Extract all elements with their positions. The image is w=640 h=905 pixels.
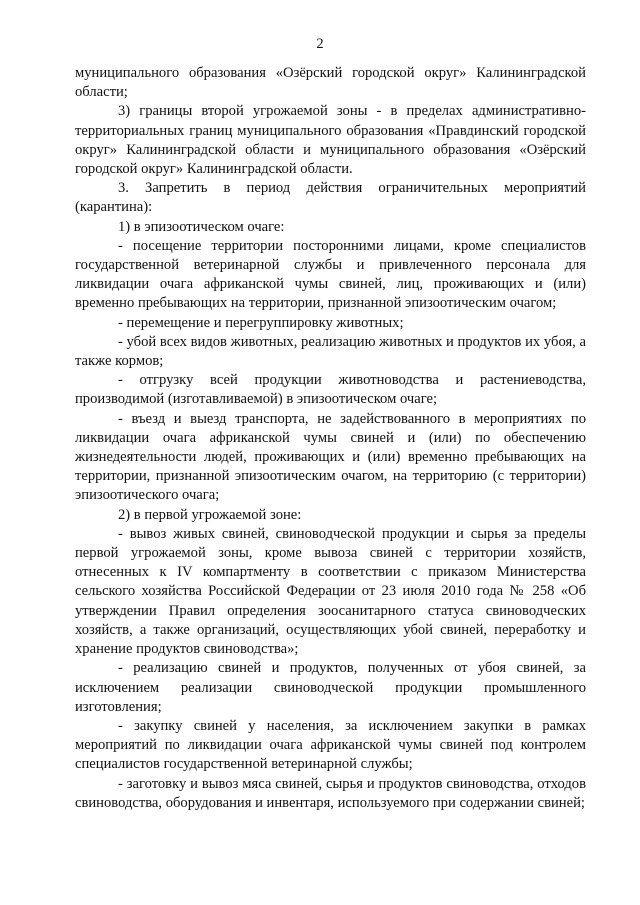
page-number: 2 bbox=[316, 36, 324, 52]
paragraph: - посещение территории посторонними лицами, кроме специалистов государственной ветеринарной службы и привлеченного персонала для ликвидации очага африканской чумы свиней, лиц, проживающих и (или) временно пребывающих на территории, признанной эпизоотическим очагом; bbox=[75, 237, 586, 312]
paragraph: - убой всех видов животных, реализацию животных и продуктов их убоя, а также кормов; bbox=[75, 333, 586, 370]
paragraph: 3) границы второй угрожаемой зоны - в пределах административно-территориальных границ муниципального образования «Правдинский городской округ» Калининградской области и муниципального образования «Озёрский городской округ» Калининградской области. bbox=[75, 103, 586, 178]
paragraph: - въезд и выезд транспорта, не задействованного в мероприятиях по ликвидации очага африканской чумы свиней и (или) по обеспечению жизнедеятельности людей, проживающих и (или) временно пребывающих на территории, признанной эпизоотическим очагом, на территорию (с территории) эпизоотического очага; bbox=[75, 410, 586, 504]
paragraph: - реализацию свиней и продуктов, полученных от убоя свиней, за исключением реализации свиноводческой продукции промышленного изготовления; bbox=[75, 660, 586, 715]
paragraph: - вывоз живых свиней, свиноводческой продукции и сырья за пределы первой угрожаемой зоны, кроме вывоза свиней с территории хозяйств, отнесенных к IV компартменту в соответствии с приказом Министерства сельского хозяйства Российской Федерации от 23 июля 2010 года № 258 «Об утверждении Правил определения зоосанитарного статуса свиноводческих хозяйств, а также организаций, осуществляющих убой свиней, переработку и хранение продуктов свиноводства»; bbox=[75, 525, 586, 658]
paragraph: муниципального образования «Озёрский городской округ» Калининградской области; bbox=[75, 65, 586, 101]
paragraph: 2) в первой угрожаемой зоне: bbox=[118, 506, 302, 523]
paragraph: 1) в эпизоотическом очаге: bbox=[118, 218, 285, 235]
document-body bbox=[75, 64, 586, 813]
paragraph: - отгрузку всей продукции животноводства и растениеводства, производимой (изготавливаемой) в эпизоотическом очаге; bbox=[75, 372, 586, 408]
paragraph: - перемещение и перегруппировку животных; bbox=[118, 314, 404, 331]
paragraph: - заготовку и вывоз мяса свиней, сырья и продуктов свиноводства, отходов свиноводства, оборудования и инвентаря, используемого при содержании свиней; bbox=[75, 775, 586, 811]
paragraph: - закупку свиней у населения, за исключением закупки в рамках мероприятий по ликвидации очага африканской чумы свиней под контролем специалистов государственной ветеринарной службы; bbox=[75, 717, 586, 773]
paragraph: 3. Запретить в период действия ограничительных мероприятий (карантина): bbox=[75, 180, 586, 216]
